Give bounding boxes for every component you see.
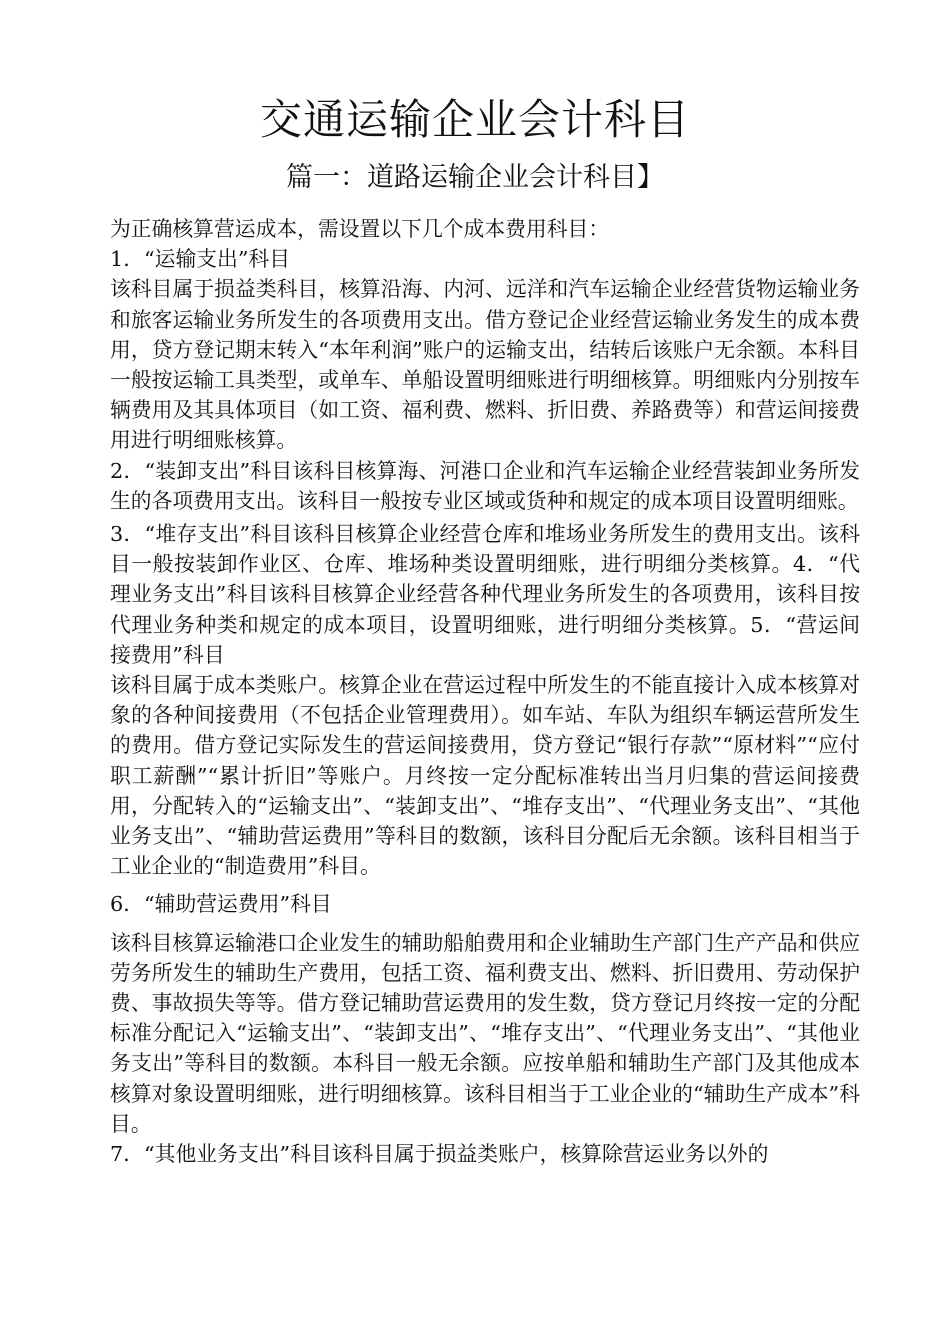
paragraph-2: 2．“装卸支出”科目该科目核算海、河港口企业和汽车运输企业经营装卸业务所发生的各项费用支出。该科目一般按专业区域或货种和规定的成本项目设置明细账。 [110,458,860,513]
paragraph-6: 该科目核算运输港口企业发生的辅助船舶费用和企业辅助生产部门生产产品和供应劳务所发生的辅助生产费用，包括工资、福利费支出、燃料、折旧费用、劳动保护费、事故损失等等。借方登记辅助营运费用的发生数，贷方登记月终按一定的分配标准分配记入“运输支出”、“装卸支出”、“堆存支出”、“代理业务支出”、“其他业务支出”等科目的数额。本科目一般无余额。应按单船和辅助生产部门及其他成本核算对象设置明细账，进行明细核算。该科目相当于工业企业的“辅助生产成本”科目。 [110,930,860,1136]
heading-1: 1．“运输支出”科目 [110,247,291,272]
paragraph-intro: 为正确核算营运成本，需设置以下几个成本费用科目： [110,217,610,241]
paragraph-1: 该科目属于损益类科目，核算沿海、内河、远洋和汽车运输企业经营货物运输业务和旅客运输业务所发生的各项费用支出。借方登记企业经营运输业务发生的成本费用，贷方登记期末转入“本年利润”账户的运输支出，结转后该账户无余额。本科目一般按运输工具类型，或单车、单船设置明细账进行明细核算。明细账内分别按车辆费用及其具体项目（如工资、福利费、燃料、折旧费、养路费等）和营运间接费用进行明细账核算。 [110,277,860,453]
heading-6: 6．“辅助营运费用”科目 [110,892,332,917]
paragraph-7: 7．“其他业务支出”科目该科目属于损益类账户，核算除营运业务以外的 [110,1142,769,1167]
paragraph-3-5: 3．“堆存支出”科目该科目核算企业经营仓库和堆场业务所发生的费用支出。该科目一般按装卸作业区、仓库、堆场种类设置明细账，进行明细分类核算。4．“代理业务支出”科目该科目核算企业经营各种代理业务所发生的各项费用，该科目按代理业务种类和规定的成本项目，设置明细账，进行明细分类核算。5．“营运间接费用”科目 [110,522,860,667]
document-subtitle: 篇一：道路运输企业会计科目】 [286,162,664,193]
paragraph-5: 该科目属于成本类账户。核算企业在营运过程中所发生的不能直接计入成本核算对象的各种间接费用（不包括企业管理费用）。如车站、车队为组织车辆运营所发生的费用。借方登记实际发生的营运间接费用，贷方登记“银行存款”“原材料”“应付职工薪酬”“累计折旧”等账户。月终按一定分配标准转出当月归集的营运间接费用，分配转入的“运输支出”、“装卸支出”、“堆存支出”、“代理业务支出”、“其他业务支出”、“辅助营运费用”等科目的数额，该科目分配后无余额。该科目相当于工业企业的“制造费用”科目。 [110,673,860,879]
document-body [110,214,860,1169]
document-title: 交通运输企业会计科目 [259,95,690,144]
